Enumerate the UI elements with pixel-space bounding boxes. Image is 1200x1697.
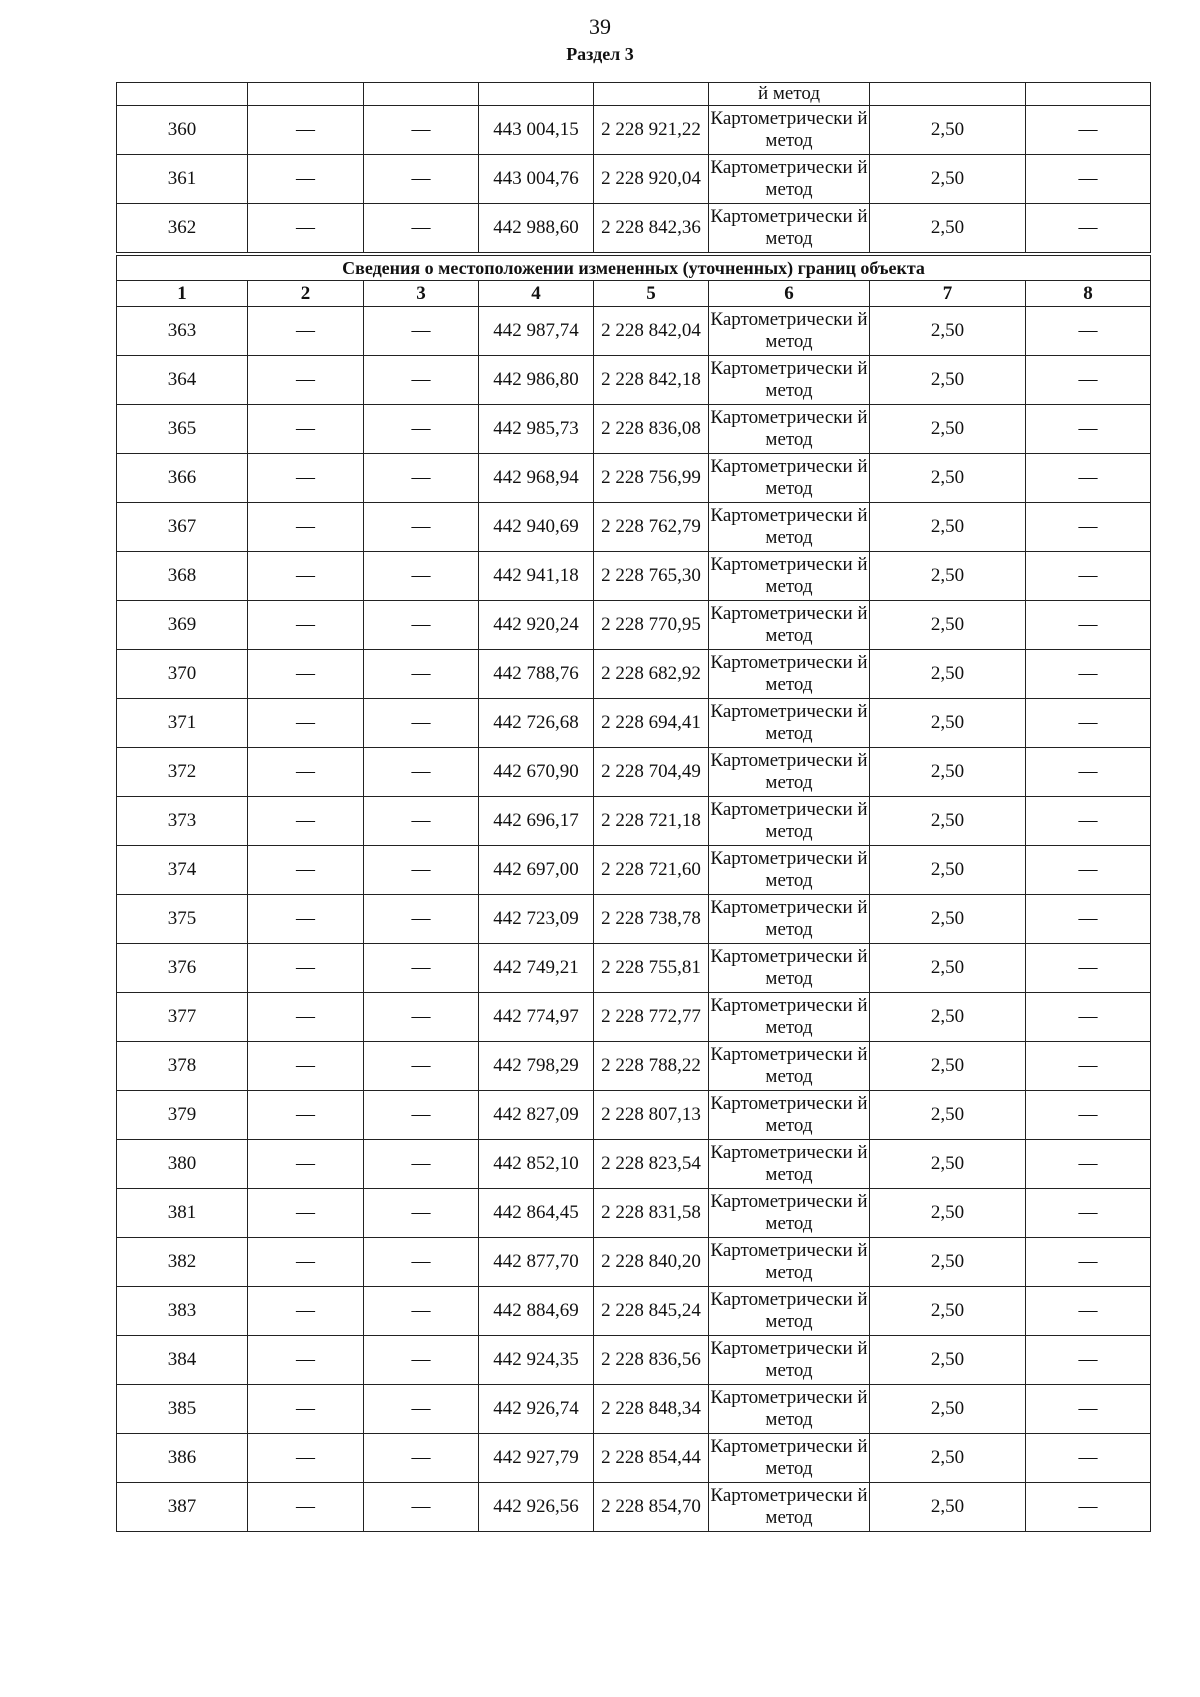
section-heading-row (117, 254, 1151, 281)
dash-cell: — (248, 454, 364, 503)
dash-cell: — (1026, 601, 1151, 650)
accuracy-cell: 2,50 (870, 552, 1026, 601)
point-number-cell: 371 (117, 699, 248, 748)
dash-cell: — (248, 650, 364, 699)
dash-cell: — (1026, 454, 1151, 503)
accuracy-cell: 2,50 (870, 454, 1026, 503)
x-coordinate-cell: 442 884,69 (479, 1287, 594, 1336)
dash-cell: — (364, 601, 479, 650)
x-coordinate-cell: 442 941,18 (479, 552, 594, 601)
y-coordinate-cell: 2 228 738,78 (594, 895, 709, 944)
dash-cell: — (1026, 1042, 1151, 1091)
dash-cell: — (364, 1189, 479, 1238)
dash-cell: — (1026, 405, 1151, 454)
y-coordinate-cell: 2 228 842,18 (594, 356, 709, 405)
dash-cell: — (1026, 993, 1151, 1042)
method-cell: Картометрически й метод (709, 307, 870, 356)
dash-cell: — (1026, 1287, 1151, 1336)
accuracy-cell: 2,50 (870, 106, 1026, 155)
dash-cell: — (1026, 797, 1151, 846)
page-number: 39 (589, 14, 611, 39)
dash-cell: — (364, 307, 479, 356)
table-row (117, 307, 1151, 356)
method-cell: Картометрически й метод (709, 993, 870, 1042)
dash-cell: — (364, 1287, 479, 1336)
y-coordinate-cell: 2 228 755,81 (594, 944, 709, 993)
y-coordinate-cell: 2 228 788,22 (594, 1042, 709, 1091)
method-cell: Картометрически й метод (709, 1140, 870, 1189)
x-coordinate-cell: 442 985,73 (479, 405, 594, 454)
accuracy-cell: 2,50 (870, 155, 1026, 204)
method-cell: Картометрически й метод (709, 650, 870, 699)
table-row (117, 1189, 1151, 1238)
point-number-cell: 366 (117, 454, 248, 503)
x-coordinate-cell: 442 877,70 (479, 1238, 594, 1287)
table-row (117, 204, 1151, 255)
accuracy-cell: 2,50 (870, 748, 1026, 797)
dash-cell: — (364, 895, 479, 944)
point-number-cell: 383 (117, 1287, 248, 1336)
accuracy-cell: 2,50 (870, 1238, 1026, 1287)
dash-cell: — (364, 356, 479, 405)
continuation-row (117, 83, 1151, 106)
x-coordinate-cell: 442 696,17 (479, 797, 594, 846)
y-coordinate-cell: 2 228 704,49 (594, 748, 709, 797)
dash-cell: — (248, 1189, 364, 1238)
dash-cell: — (248, 405, 364, 454)
point-number-cell: 387 (117, 1483, 248, 1532)
method-cell: Картометрически й метод (709, 1287, 870, 1336)
accuracy-cell: 2,50 (870, 650, 1026, 699)
dash-cell: — (364, 993, 479, 1042)
point-number-cell: 379 (117, 1091, 248, 1140)
accuracy-cell: 2,50 (870, 944, 1026, 993)
method-cell: Картометрически й метод (709, 552, 870, 601)
dash-cell: — (1026, 944, 1151, 993)
x-coordinate-cell: 442 987,74 (479, 307, 594, 356)
method-cell: Картометрически й метод (709, 748, 870, 797)
y-coordinate-cell: 2 228 920,04 (594, 155, 709, 204)
method-cell: Картометрически й метод (709, 1238, 870, 1287)
dash-cell: — (364, 699, 479, 748)
point-number-cell: 361 (117, 155, 248, 204)
accuracy-cell: 2,50 (870, 1385, 1026, 1434)
method-cell: Картометрически й метод (709, 895, 870, 944)
point-number-cell: 386 (117, 1434, 248, 1483)
table-row (117, 1287, 1151, 1336)
dash-cell: — (364, 748, 479, 797)
column-header: 6 (709, 281, 870, 307)
dash-cell: — (248, 1238, 364, 1287)
column-header: 2 (248, 281, 364, 307)
y-coordinate-cell: 2 228 831,58 (594, 1189, 709, 1238)
dash-cell: — (1026, 1385, 1151, 1434)
x-coordinate-cell: 442 968,94 (479, 454, 594, 503)
dash-cell: — (364, 846, 479, 895)
x-coordinate-cell: 442 926,56 (479, 1483, 594, 1532)
dash-cell: — (364, 1091, 479, 1140)
dash-cell: — (248, 552, 364, 601)
method-cell: Картометрически й метод (709, 204, 870, 255)
dash-cell: — (248, 1140, 364, 1189)
dash-cell: — (364, 454, 479, 503)
dash-cell: — (1026, 356, 1151, 405)
accuracy-cell: 2,50 (870, 1042, 1026, 1091)
x-coordinate-cell: 442 852,10 (479, 1140, 594, 1189)
dash-cell: — (1026, 503, 1151, 552)
y-coordinate-cell: 2 228 823,54 (594, 1140, 709, 1189)
table-row (117, 846, 1151, 895)
dash-cell: — (248, 307, 364, 356)
dash-cell: — (248, 1385, 364, 1434)
accuracy-cell: 2,50 (870, 1287, 1026, 1336)
accuracy-cell: 2,50 (870, 356, 1026, 405)
dash-cell: — (364, 503, 479, 552)
dash-cell: — (248, 895, 364, 944)
dash-cell: — (364, 405, 479, 454)
dash-cell: — (248, 204, 364, 255)
dash-cell: — (1026, 1189, 1151, 1238)
y-coordinate-cell: 2 228 836,56 (594, 1336, 709, 1385)
dash-cell: — (1026, 650, 1151, 699)
point-number-cell: 374 (117, 846, 248, 895)
x-coordinate-cell: 442 926,74 (479, 1385, 594, 1434)
accuracy-cell: 2,50 (870, 601, 1026, 650)
point-number-cell: 378 (117, 1042, 248, 1091)
accuracy-cell: 2,50 (870, 699, 1026, 748)
dash-cell: — (1026, 699, 1151, 748)
point-number-cell: 360 (117, 106, 248, 155)
point-number-cell: 382 (117, 1238, 248, 1287)
dash-cell: — (364, 1385, 479, 1434)
point-number-cell: 364 (117, 356, 248, 405)
table-row (117, 993, 1151, 1042)
x-coordinate-cell: 442 827,09 (479, 1091, 594, 1140)
point-number-cell: 372 (117, 748, 248, 797)
y-coordinate-cell: 2 228 721,60 (594, 846, 709, 895)
method-cell: Картометрически й метод (709, 503, 870, 552)
y-coordinate-cell: 2 228 840,20 (594, 1238, 709, 1287)
dash-cell: — (1026, 1091, 1151, 1140)
method-cell: Картометрически й метод (709, 1091, 870, 1140)
column-header-row (117, 281, 1151, 307)
dash-cell: — (1026, 155, 1151, 204)
accuracy-cell: 2,50 (870, 797, 1026, 846)
dash-cell: — (1026, 895, 1151, 944)
point-number-cell: 375 (117, 895, 248, 944)
accuracy-cell: 2,50 (870, 1336, 1026, 1385)
dash-cell: — (248, 748, 364, 797)
x-coordinate-cell: 442 986,80 (479, 356, 594, 405)
dash-cell: — (364, 552, 479, 601)
method-cell: Картометрически й метод (709, 944, 870, 993)
y-coordinate-cell: 2 228 854,44 (594, 1434, 709, 1483)
dash-cell: — (248, 155, 364, 204)
point-number-cell: 385 (117, 1385, 248, 1434)
dash-cell: — (248, 993, 364, 1042)
table-row (117, 1336, 1151, 1385)
dash-cell: — (1026, 1483, 1151, 1532)
dash-cell: — (1026, 307, 1151, 356)
method-cell: й метод (709, 83, 870, 106)
y-coordinate-cell: 2 228 807,13 (594, 1091, 709, 1140)
method-cell: Картометрически й метод (709, 155, 870, 204)
column-header: 8 (1026, 281, 1151, 307)
table-row (117, 503, 1151, 552)
dash-cell: — (248, 601, 364, 650)
dash-cell: — (248, 944, 364, 993)
x-coordinate-cell: 443 004,15 (479, 106, 594, 155)
table-row (117, 1140, 1151, 1189)
accuracy-cell: 2,50 (870, 1189, 1026, 1238)
point-number-cell: 380 (117, 1140, 248, 1189)
accuracy-cell: 2,50 (870, 895, 1026, 944)
x-coordinate-cell: 442 927,79 (479, 1434, 594, 1483)
dash-cell: — (1026, 552, 1151, 601)
point-number-cell: 377 (117, 993, 248, 1042)
table-row (117, 650, 1151, 699)
x-coordinate-cell: 442 749,21 (479, 944, 594, 993)
table-row (117, 1483, 1151, 1532)
y-coordinate-cell: 2 228 772,77 (594, 993, 709, 1042)
table-row (117, 748, 1151, 797)
dash-cell: — (248, 1287, 364, 1336)
accuracy-cell: 2,50 (870, 1483, 1026, 1532)
y-coordinate-cell: 2 228 682,92 (594, 650, 709, 699)
x-coordinate-cell: 442 940,69 (479, 503, 594, 552)
table-row (117, 895, 1151, 944)
point-number-cell: 373 (117, 797, 248, 846)
y-coordinate-cell: 2 228 765,30 (594, 552, 709, 601)
accuracy-cell: 2,50 (870, 846, 1026, 895)
accuracy-cell: 2,50 (870, 1091, 1026, 1140)
dash-cell: — (1026, 106, 1151, 155)
dash-cell: — (248, 1091, 364, 1140)
dash-cell: — (248, 797, 364, 846)
x-coordinate-cell: 442 920,24 (479, 601, 594, 650)
column-header: 7 (870, 281, 1026, 307)
coordinates-table (116, 82, 1151, 1532)
dash-cell: — (1026, 1434, 1151, 1483)
dash-cell: — (248, 699, 364, 748)
dash-cell: — (364, 650, 479, 699)
dash-cell: — (1026, 1336, 1151, 1385)
dash-cell: — (364, 1042, 479, 1091)
method-cell: Картометрически й метод (709, 1189, 870, 1238)
accuracy-cell: 2,50 (870, 1434, 1026, 1483)
method-cell: Картометрически й метод (709, 1385, 870, 1434)
dash-cell: — (248, 1336, 364, 1385)
accuracy-cell: 2,50 (870, 307, 1026, 356)
table-row (117, 106, 1151, 155)
point-number-cell: 363 (117, 307, 248, 356)
x-coordinate-cell: 442 723,09 (479, 895, 594, 944)
dash-cell: — (364, 797, 479, 846)
dash-cell: — (364, 155, 479, 204)
x-coordinate-cell: 442 788,76 (479, 650, 594, 699)
dash-cell: — (1026, 846, 1151, 895)
dash-cell: — (248, 1483, 364, 1532)
column-header: 5 (594, 281, 709, 307)
y-coordinate-cell: 2 228 842,36 (594, 204, 709, 255)
y-coordinate-cell: 2 228 921,22 (594, 106, 709, 155)
y-coordinate-cell: 2 228 842,04 (594, 307, 709, 356)
column-header: 4 (479, 281, 594, 307)
dash-cell: — (248, 1434, 364, 1483)
dash-cell: — (364, 944, 479, 993)
method-cell: Картометрически й метод (709, 601, 870, 650)
column-header: 3 (364, 281, 479, 307)
accuracy-cell: 2,50 (870, 993, 1026, 1042)
method-cell: Картометрически й метод (709, 797, 870, 846)
dash-cell: — (248, 1042, 364, 1091)
table-row (117, 405, 1151, 454)
point-number-cell: 368 (117, 552, 248, 601)
accuracy-cell: 2,50 (870, 1140, 1026, 1189)
y-coordinate-cell: 2 228 770,95 (594, 601, 709, 650)
table-row (117, 1385, 1151, 1434)
accuracy-cell: 2,50 (870, 405, 1026, 454)
y-coordinate-cell: 2 228 694,41 (594, 699, 709, 748)
method-cell: Картометрически й метод (709, 405, 870, 454)
table-row (117, 552, 1151, 601)
accuracy-cell: 2,50 (870, 204, 1026, 255)
dash-cell: — (248, 106, 364, 155)
method-cell: Картометрически й метод (709, 356, 870, 405)
point-number-cell: 381 (117, 1189, 248, 1238)
table-section (117, 254, 1151, 307)
x-coordinate-cell: 442 774,97 (479, 993, 594, 1042)
table-row (117, 699, 1151, 748)
y-coordinate-cell: 2 228 721,18 (594, 797, 709, 846)
y-coordinate-cell: 2 228 845,24 (594, 1287, 709, 1336)
method-cell: Картометрически й метод (709, 1483, 870, 1532)
method-cell: Картометрически й метод (709, 1336, 870, 1385)
table-body-top (117, 83, 1151, 255)
table-row (117, 356, 1151, 405)
y-coordinate-cell: 2 228 854,70 (594, 1483, 709, 1532)
method-cell: Картометрически й метод (709, 1434, 870, 1483)
method-cell: Картометрически й метод (709, 1042, 870, 1091)
dash-cell: — (364, 1434, 479, 1483)
table-row (117, 944, 1151, 993)
table-row (117, 1091, 1151, 1140)
dash-cell: — (248, 356, 364, 405)
y-coordinate-cell: 2 228 762,79 (594, 503, 709, 552)
dash-cell: — (364, 106, 479, 155)
x-coordinate-cell: 442 697,00 (479, 846, 594, 895)
y-coordinate-cell: 2 228 756,99 (594, 454, 709, 503)
x-coordinate-cell: 442 726,68 (479, 699, 594, 748)
x-coordinate-cell: 442 988,60 (479, 204, 594, 255)
point-number-cell: 369 (117, 601, 248, 650)
x-coordinate-cell: 442 924,35 (479, 1336, 594, 1385)
accuracy-cell: 2,50 (870, 503, 1026, 552)
dash-cell: — (248, 846, 364, 895)
table-row (117, 454, 1151, 503)
table-row (117, 1434, 1151, 1483)
x-coordinate-cell: 442 864,45 (479, 1189, 594, 1238)
dash-cell: — (364, 1238, 479, 1287)
table-row (117, 1238, 1151, 1287)
dash-cell: — (364, 204, 479, 255)
point-number-cell: 362 (117, 204, 248, 255)
dash-cell: — (1026, 1238, 1151, 1287)
section-title: Раздел 3 (566, 44, 634, 64)
point-number-cell: 370 (117, 650, 248, 699)
table-row (117, 797, 1151, 846)
x-coordinate-cell: 442 798,29 (479, 1042, 594, 1091)
point-number-cell: 365 (117, 405, 248, 454)
x-coordinate-cell: 442 670,90 (479, 748, 594, 797)
method-cell: Картометрически й метод (709, 454, 870, 503)
dash-cell: — (1026, 1140, 1151, 1189)
x-coordinate-cell: 443 004,76 (479, 155, 594, 204)
dash-cell: — (248, 503, 364, 552)
dash-cell: — (364, 1140, 479, 1189)
method-cell: Картометрически й метод (709, 699, 870, 748)
section-heading: Сведения о местоположении измененных (уточненных) границ объекта (117, 254, 1151, 281)
dash-cell: — (1026, 748, 1151, 797)
column-header: 1 (117, 281, 248, 307)
method-cell: Картометрически й метод (709, 846, 870, 895)
method-cell: Картометрически й метод (709, 106, 870, 155)
dash-cell: — (364, 1483, 479, 1532)
y-coordinate-cell: 2 228 848,34 (594, 1385, 709, 1434)
point-number-cell: 384 (117, 1336, 248, 1385)
dash-cell: — (364, 1336, 479, 1385)
point-number-cell: 367 (117, 503, 248, 552)
table-row (117, 601, 1151, 650)
point-number-cell: 376 (117, 944, 248, 993)
y-coordinate-cell: 2 228 836,08 (594, 405, 709, 454)
table-body-main (117, 307, 1151, 1532)
dash-cell: — (1026, 204, 1151, 255)
table-row (117, 155, 1151, 204)
table-row (117, 1042, 1151, 1091)
